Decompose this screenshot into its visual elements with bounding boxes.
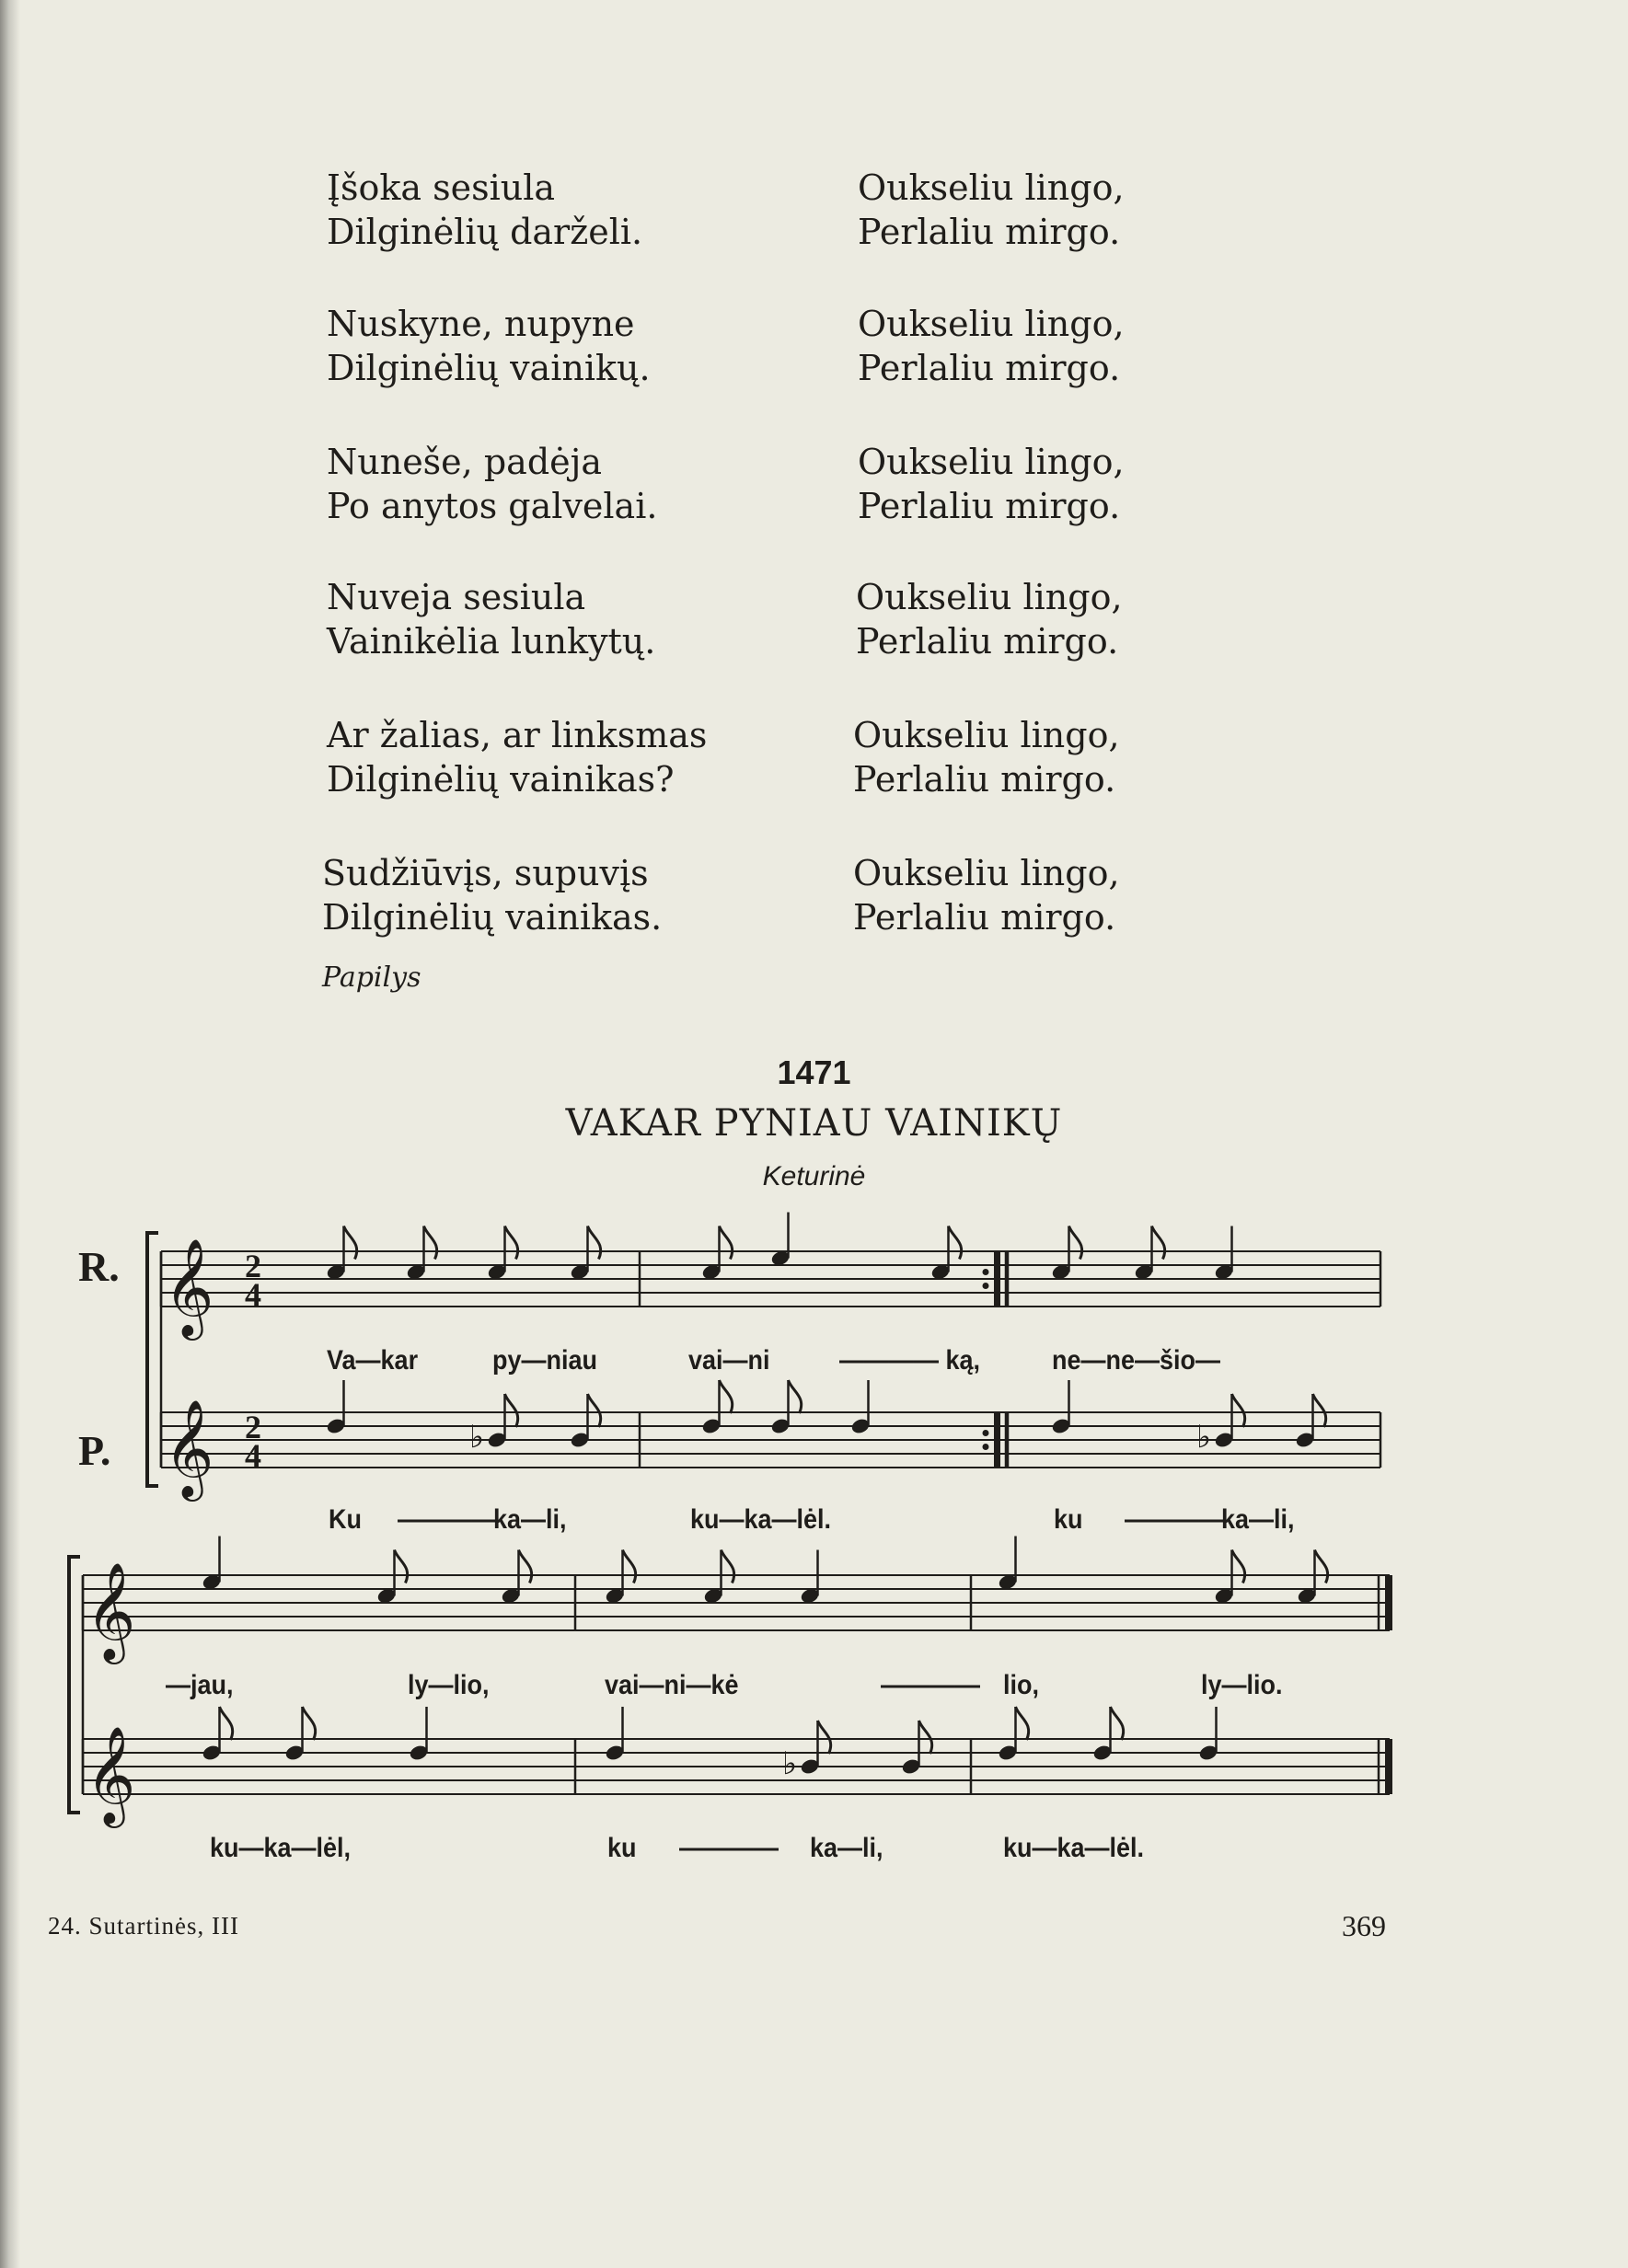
- repeat-bar-line: [994, 1251, 1000, 1307]
- refrain-line: Oukseliu lingo,: [856, 577, 1123, 617]
- note-flag: [395, 1550, 408, 1583]
- repeat-dot: [983, 1283, 989, 1289]
- refrain-line: Perlaliu mirgo.: [858, 486, 1121, 526]
- repeat-dot: [983, 1430, 989, 1436]
- system-bracket: [147, 1233, 158, 1486]
- verse-line: Nuskyne, nupyne: [327, 304, 635, 344]
- lyric-syllable: ————: [881, 1670, 980, 1700]
- verse-line: Vainikėlia lunkytų.: [327, 621, 656, 662]
- verse-line: Dilginėlių vainikas.: [322, 897, 663, 938]
- verse-line: Įšoka sesiula: [327, 167, 556, 208]
- time-signature-numerator: 2: [245, 1409, 261, 1445]
- verse-line: Ar žalias, ar linksmas: [327, 715, 708, 755]
- refrain-line: Oukseliu lingo,: [858, 304, 1125, 344]
- note-flag: [424, 1226, 437, 1260]
- note-flag: [303, 1707, 316, 1740]
- note-flag: [818, 1721, 831, 1754]
- refrain-line: Oukseliu lingo,: [858, 442, 1125, 482]
- flat-sign: ♭: [1196, 1419, 1212, 1456]
- verse-line: Dilginėlių vainikas?: [327, 759, 675, 800]
- song-type: Keturinė: [762, 1161, 866, 1192]
- note-flag: [1315, 1550, 1328, 1583]
- repeat-bar-line: [994, 1412, 1000, 1468]
- treble-clef-icon: 𝄞: [86, 1725, 136, 1824]
- note-flag: [344, 1226, 357, 1260]
- refrain-line: Oukseliu lingo,: [858, 167, 1125, 208]
- note-flag: [623, 1550, 636, 1583]
- note-flag: [720, 1226, 733, 1260]
- time-signature-denominator: 4: [245, 1437, 261, 1474]
- flat-sign: ♭: [782, 1745, 798, 1782]
- note-flag: [789, 1380, 802, 1413]
- place-name: Papilys: [322, 961, 421, 994]
- note-flag: [919, 1721, 932, 1754]
- note-flag: [1232, 1394, 1245, 1427]
- voice-label-upper: R.: [78, 1243, 120, 1290]
- lyric-syllable: ku: [1054, 1504, 1083, 1535]
- refrain-line: Perlaliu mirgo.: [853, 759, 1116, 800]
- refrain-line: Perlaliu mirgo.: [853, 897, 1116, 938]
- lyric-syllable: vai—ni: [688, 1345, 770, 1376]
- refrain-line: Perlaliu mirgo.: [858, 348, 1121, 388]
- lyric-syllable: vai—ni—kė: [605, 1670, 739, 1700]
- note-flag: [588, 1394, 601, 1427]
- lyric-syllable: ku—ka—lėl.: [1003, 1833, 1145, 1863]
- note-flag: [505, 1394, 518, 1427]
- note-flag: [1016, 1707, 1029, 1740]
- lyric-syllable: ly—lio,: [408, 1670, 490, 1700]
- final-bar-line: [1385, 1575, 1392, 1630]
- song-title: VAKAR PYNIAU VAINIKŲ: [565, 1102, 1063, 1145]
- note-flag: [1313, 1394, 1326, 1427]
- flat-sign: ♭: [469, 1419, 485, 1456]
- note-flag: [1111, 1707, 1124, 1740]
- lyric-syllable: —jau,: [166, 1670, 234, 1700]
- final-bar-line: [1385, 1739, 1392, 1794]
- treble-clef-icon: 𝄞: [164, 1399, 214, 1497]
- lyric-syllable: ———— ką,: [839, 1345, 981, 1376]
- note-flag: [588, 1226, 601, 1260]
- verse-line: Nuneše, padėja: [327, 442, 603, 482]
- lyric-syllable: py—niau: [492, 1345, 598, 1376]
- lyric-syllable: ku—ka—lėl,: [210, 1833, 352, 1863]
- lyric-syllable: ————: [398, 1504, 497, 1535]
- lyric-syllable: ne—ne—šio—: [1052, 1345, 1221, 1376]
- note-flag: [519, 1550, 532, 1583]
- note-flag: [220, 1707, 233, 1740]
- lyric-syllable: ku: [607, 1833, 637, 1863]
- system-bracket: [69, 1557, 80, 1813]
- lyric-syllable: ka—li,: [493, 1504, 567, 1535]
- lyric-syllable: ka—li,: [810, 1833, 883, 1863]
- time-signature-numerator: 2: [245, 1248, 261, 1284]
- repeat-dot: [983, 1269, 989, 1275]
- lyric-syllable: Ku: [329, 1504, 362, 1535]
- note-flag: [949, 1226, 962, 1260]
- refrain-line: Perlaliu mirgo.: [858, 212, 1121, 252]
- lyric-syllable: ————: [1125, 1504, 1224, 1535]
- note-flag: [1069, 1226, 1082, 1260]
- note-flag: [720, 1380, 733, 1413]
- verse-line: Sudžiūvįs, supuvįs: [322, 853, 649, 893]
- lyric-syllable: Va—kar: [327, 1345, 419, 1376]
- treble-clef-icon: 𝄞: [86, 1561, 136, 1660]
- song-number: 1471: [777, 1053, 851, 1091]
- lyric-syllable: lio,: [1003, 1670, 1040, 1700]
- note-flag: [722, 1550, 734, 1583]
- voice-label-lower: P.: [78, 1427, 111, 1474]
- refrain-line: Oukseliu lingo,: [853, 853, 1120, 893]
- note-flag: [1152, 1226, 1165, 1260]
- time-signature-denominator: 4: [245, 1276, 261, 1313]
- footer-running-title: 24. Sutartinės, III: [48, 1912, 239, 1940]
- note-flag: [1232, 1550, 1245, 1583]
- verse-line: Dilginėlių vainikų.: [327, 348, 651, 388]
- lyric-syllable: ka—li,: [1221, 1504, 1295, 1535]
- treble-clef-icon: 𝄞: [164, 1238, 214, 1336]
- verse-line: Po anytos galvelai.: [327, 486, 658, 526]
- lyric-syllable: ku—ka—lėl.: [690, 1504, 832, 1535]
- lyric-syllable: ————: [679, 1833, 779, 1863]
- page-number: 369: [1342, 1909, 1386, 1942]
- refrain-line: Oukseliu lingo,: [853, 715, 1120, 755]
- verse-line: Dilginėlių darželi.: [327, 212, 643, 252]
- verse-line: Nuveja sesiula: [327, 577, 586, 617]
- repeat-dot: [983, 1444, 989, 1450]
- refrain-line: Perlaliu mirgo.: [856, 621, 1119, 662]
- lyric-syllable: ly—lio.: [1201, 1670, 1283, 1700]
- note-flag: [505, 1226, 518, 1260]
